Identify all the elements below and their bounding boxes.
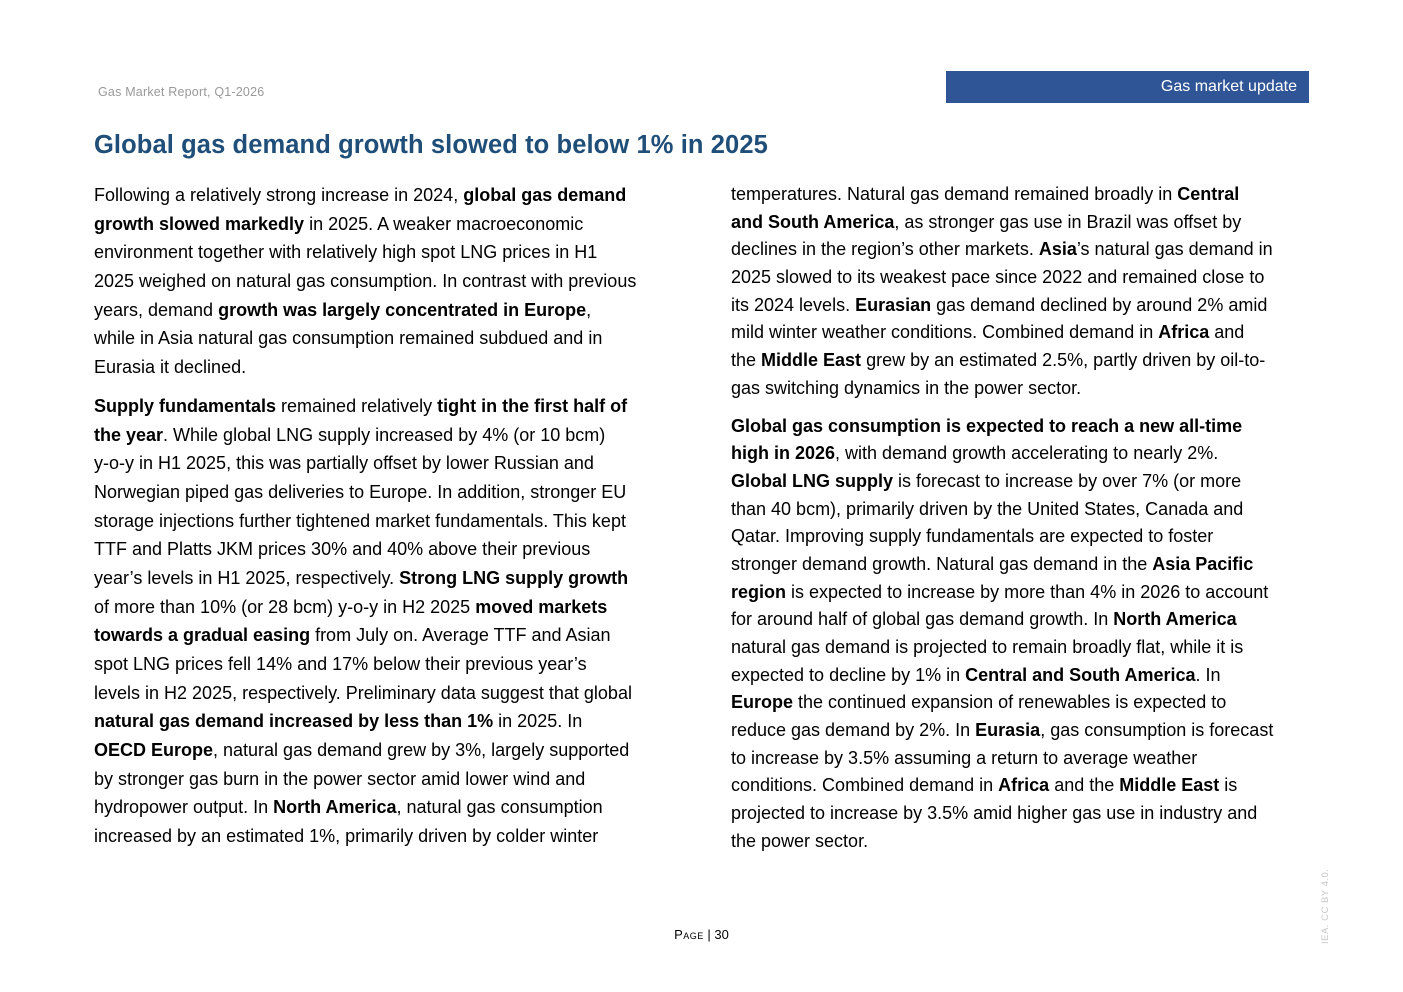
body-text: . While global LNG supply increased by 4% (or 10 bcm): [163, 424, 606, 445]
text-line: [94, 421, 694, 450]
body-text: is: [1219, 775, 1238, 796]
bold-text: Africa: [1158, 322, 1210, 343]
bold-text: Central and South America: [965, 664, 1196, 685]
body-text: increased by an estimated 1%, primarily driven by colder winter: [94, 826, 599, 847]
text-line: [94, 793, 694, 822]
body-text: to increase by 3.5% assuming a return to average weather: [731, 747, 1198, 768]
text-line: [94, 765, 694, 794]
body-text: ,: [586, 299, 592, 320]
body-text: and the: [1049, 775, 1120, 796]
body-text: gas demand declined by around 2% amid: [931, 294, 1268, 315]
paragraph: [731, 413, 1331, 856]
text-line: [731, 579, 1331, 607]
text-line: [94, 621, 694, 650]
text-line: [731, 496, 1331, 524]
body-text: than 40 bcm), primarily driven by the United States, Canada and: [731, 498, 1244, 519]
bold-text: Global gas consumption is expected to reach a new all-time: [731, 415, 1243, 436]
body-text: and: [1209, 322, 1245, 343]
bold-text: Africa: [998, 775, 1050, 796]
body-text: remained relatively: [276, 395, 438, 416]
bold-text: North America: [1113, 609, 1237, 630]
bold-text: Middle East: [1119, 775, 1220, 796]
body-text: is forecast to increase by over 7% (or more: [893, 470, 1242, 491]
body-text: years, demand: [94, 299, 219, 320]
bold-text: Supply fundamentals: [94, 395, 277, 416]
text-line: [731, 292, 1331, 320]
bold-text: natural gas demand increased by less than 1%: [94, 711, 494, 732]
page-footer: [0, 927, 1403, 942]
body-text: projected to increase by 3.5% amid higher gas use in industry and: [731, 803, 1258, 824]
body-text: storage injections further tightened market fundamentals. This kept: [94, 510, 626, 531]
paragraph: [731, 181, 1331, 403]
text-line: [731, 413, 1331, 441]
text-line: [731, 606, 1331, 634]
body-text: levels in H2 2025, respectively. Preliminary data suggest that global: [94, 682, 632, 703]
bold-text: Europe: [731, 692, 794, 713]
text-line: [94, 324, 694, 353]
bold-text: Asia Pacific: [1152, 553, 1254, 574]
text-line: [94, 392, 694, 421]
body-text: reduce gas demand by 2%. In: [731, 720, 976, 741]
bold-text: Middle East: [761, 350, 862, 371]
text-line: [731, 717, 1331, 745]
report-label: Gas Market Report, Q1-2026: [98, 85, 265, 99]
body-text: for around half of global gas demand growth. In: [731, 609, 1114, 630]
text-line: [94, 267, 694, 296]
text-line: [94, 707, 694, 736]
body-text: , gas consumption is forecast: [1040, 720, 1274, 741]
body-text: expected to decline by 1% in: [731, 664, 966, 685]
text-line: [731, 828, 1331, 856]
text-line: [731, 375, 1331, 403]
bold-text: and South America: [731, 211, 895, 232]
text-line: [94, 822, 694, 851]
section-banner-label: Gas market update: [1160, 78, 1297, 95]
text-line: [731, 745, 1331, 773]
page-separator: |: [703, 927, 715, 942]
text-line: [731, 551, 1331, 579]
text-line: [731, 689, 1331, 717]
bold-text: growth slowed markedly: [94, 213, 305, 234]
body-text: ’s natural gas demand in: [1076, 239, 1273, 260]
bold-text: Eurasian: [855, 294, 932, 315]
bold-text: OECD Europe: [94, 740, 214, 761]
text-line: [94, 449, 694, 478]
body-text: y-o-y in H1 2025, this was partially offset by lower Russian and: [94, 453, 594, 474]
body-text: the: [731, 350, 762, 371]
text-line: [731, 634, 1331, 662]
body-text: Following a relatively strong increase in 2024,: [94, 185, 464, 205]
text-line: [94, 296, 694, 325]
text-line: [94, 650, 694, 679]
text-line: [94, 210, 694, 239]
body-text: grew by an estimated 2.5%, partly driven by oil-to-: [861, 350, 1266, 371]
body-text: , natural gas demand grew by 3%, largely supported: [213, 740, 630, 761]
text-line: [94, 353, 694, 382]
body-text: mild winter weather conditions. Combined demand in: [731, 322, 1159, 343]
page-number: 30: [714, 927, 729, 942]
text-line: [94, 564, 694, 593]
body-text: gas switching dynamics in the power sector.: [731, 377, 1082, 398]
left-column: [94, 181, 694, 861]
bold-text: tight in the first half of: [437, 395, 628, 416]
license-note: IEA. CC BY 4.0.: [1320, 868, 1331, 944]
bold-text: growth was largely concentrated in Europe: [218, 299, 587, 320]
text-line: [94, 679, 694, 708]
right-column: [731, 181, 1331, 866]
text-line: [731, 468, 1331, 496]
text-line: [731, 181, 1331, 209]
body-text: the power sector.: [731, 830, 869, 851]
body-text: , natural gas consumption: [396, 797, 603, 818]
text-line: [731, 662, 1331, 690]
body-text: 2025 weighed on natural gas consumption. In contrast with previous: [94, 271, 637, 292]
bold-text: Global LNG supply: [731, 470, 894, 491]
body-text: 2025 slowed to its weakest pace since 2022 and remained close to: [731, 267, 1265, 288]
body-text: the continued expansion of renewables is expected to: [793, 692, 1227, 713]
bold-text: Eurasia: [975, 720, 1041, 741]
bold-text: global gas demand: [463, 185, 627, 205]
body-text: declines in the region’s other markets.: [731, 239, 1039, 260]
text-line: [731, 440, 1331, 468]
bold-text: Asia: [1038, 239, 1077, 260]
bold-text: Central: [1177, 184, 1240, 204]
bold-text: moved markets: [475, 596, 608, 617]
text-line: [731, 236, 1331, 264]
body-text: , as stronger gas use in Brazil was offset by: [894, 211, 1242, 232]
bold-text: North America: [273, 797, 397, 818]
text-line: [94, 535, 694, 564]
text-line: [94, 181, 694, 210]
body-text: in 2025. In: [493, 711, 583, 732]
body-text: Qatar. Improving supply fundamentals are expected to foster: [731, 526, 1214, 547]
page-word: Page: [674, 927, 704, 942]
bold-text: region: [731, 581, 787, 602]
body-text: environment together with relatively high spot LNG prices in H1: [94, 242, 598, 263]
section-banner: [946, 71, 1309, 103]
body-text: TTF and Platts JKM prices 30% and 40% above their previous: [94, 539, 591, 560]
text-line: [731, 319, 1331, 347]
body-text: year’s levels in H1 2025, respectively.: [94, 567, 400, 588]
body-text: its 2024 levels.: [731, 294, 856, 315]
body-text: from July on. Average TTF and Asian: [310, 625, 611, 646]
text-line: [731, 523, 1331, 551]
bold-text: the year: [94, 424, 164, 445]
body-text: is expected to increase by more than 4% in 2026 to account: [786, 581, 1269, 602]
body-text: spot LNG prices fell 14% and 17% below their previous year’s: [94, 654, 587, 674]
body-text: Eurasia it declined.: [94, 357, 247, 378]
body-text: hydropower output. In: [94, 797, 274, 818]
body-text: temperatures. Natural gas demand remained broadly in: [731, 184, 1178, 204]
body-text: , with demand growth accelerating to nearly 2%.: [835, 443, 1219, 464]
text-line: [94, 593, 694, 622]
paragraph: [94, 392, 694, 851]
body-text: conditions. Combined demand in: [731, 775, 999, 796]
text-line: [94, 736, 694, 765]
text-line: [94, 238, 694, 267]
text-line: [731, 264, 1331, 292]
text-line: [731, 800, 1331, 828]
bold-text: towards a gradual easing: [94, 625, 311, 646]
body-text: natural gas demand is projected to remain broadly flat, while it is: [731, 637, 1244, 657]
bold-text: high in 2026: [731, 443, 836, 464]
body-text: while in Asia natural gas consumption remained subdued and in: [94, 328, 603, 349]
body-text: of more than 10% (or 28 bcm) y-o-y in H2 2025: [94, 596, 476, 617]
body-text: stronger demand growth. Natural gas demand in the: [731, 553, 1153, 574]
body-text: in 2025. A weaker macroeconomic: [304, 213, 584, 234]
text-line: [94, 478, 694, 507]
body-text: . In: [1195, 664, 1221, 685]
body-text: Norwegian piped gas deliveries to Europe. In addition, stronger EU: [94, 481, 627, 502]
paragraph: [94, 181, 694, 382]
text-line: [731, 772, 1331, 800]
text-line: [731, 209, 1331, 237]
page-title: Global gas demand growth slowed to below 1% in 2025: [94, 131, 768, 159]
text-line: [731, 347, 1331, 375]
bold-text: Strong LNG supply growth: [399, 567, 629, 588]
text-line: [94, 507, 694, 536]
body-text: by stronger gas burn in the power sector amid lower wind and: [94, 768, 586, 789]
